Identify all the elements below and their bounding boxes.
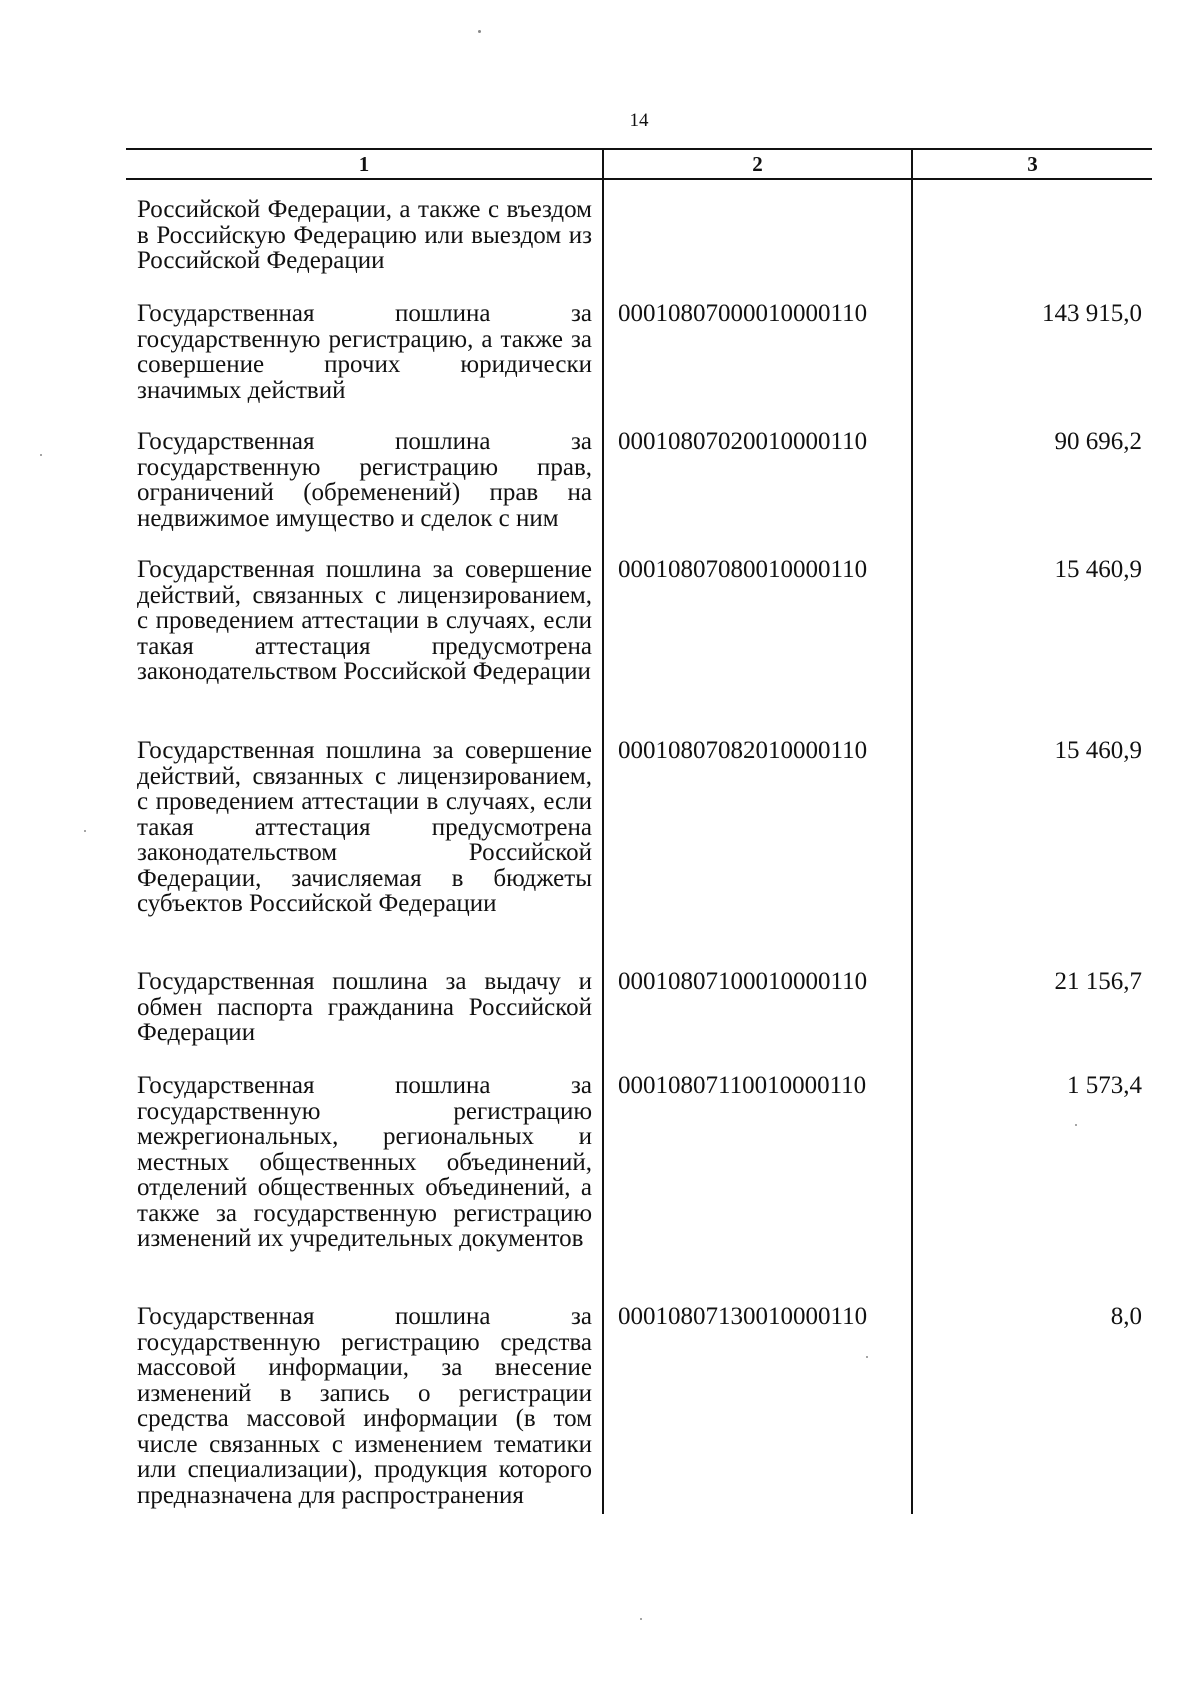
row-code: 00010807130010000110 [618, 1303, 868, 1330]
table-header-rule [126, 178, 1152, 180]
scan-speck [478, 30, 481, 33]
row-description: Государственная пошлина за государственную регистрацию средства массовой информации, за внесение изменений в запись о регистрации средства массовой информации (в том числе связанных с изменением тематики или специализации), продукция которого предназначена для распространения [137, 1303, 592, 1509]
row-description: Государственная пошлина за государственную регистрацию прав, ограничений (обременений) прав на недвижимое имущество и сделок с ним [137, 428, 592, 532]
row-amount: 8,0 [1110, 1303, 1142, 1330]
column-header-3: 3 [1027, 152, 1038, 176]
scan-speck [1075, 1124, 1077, 1126]
scan-speck [84, 830, 86, 832]
row-code: 00010807000010000110 [618, 300, 868, 327]
row-description: Государственная пошлина за совершение действий, связанных с лицензированием, с проведением аттестации в случаях, если такая аттестация предусмотрена законодательством Российской Федерации, зачисляемая в бюджеты субъектов Российской Федерации [137, 737, 592, 917]
row-code: 00010807080010000110 [618, 556, 868, 583]
row-code: 00010807100010000110 [618, 968, 868, 995]
row-amount: 1 573,4 [1067, 1072, 1142, 1099]
column-header-2: 2 [752, 152, 763, 176]
column-divider-1 [602, 148, 604, 1514]
row-amount: 90 696,2 [1054, 428, 1142, 455]
row-description: Государственная пошлина за государственную регистрацию, а также за совершение прочих юридически значимых действий [137, 300, 592, 404]
table-top-rule [126, 148, 1152, 150]
row-description: Государственная пошлина за совершение действий, связанных с лицензированием, с проведением аттестации в случаях, если такая аттестация предусмотрена законодательством Российской Федерации [137, 556, 592, 685]
row-description: Российской Федерации, а также с въездом в Российскую Федерацию или выездом из Российской Федерации [137, 196, 592, 274]
row-code: 00010807110010000110 [618, 1072, 867, 1099]
row-amount: 21 156,7 [1054, 968, 1142, 995]
scan-speck [40, 454, 42, 456]
page-number: 14 [629, 110, 649, 131]
row-amount: 15 460,9 [1054, 737, 1142, 764]
column-divider-2 [911, 148, 913, 1514]
scan-speck [866, 1356, 868, 1358]
row-description: Государственная пошлина за государственную регистрацию межрегиональных, региональных и местных общественных объединений, отделений общественных объединений, а также за государственную регистрацию изменений их учредительных документов [137, 1072, 592, 1252]
row-amount: 15 460,9 [1054, 556, 1142, 583]
scan-speck [640, 1618, 642, 1620]
row-code: 00010807082010000110 [618, 737, 868, 764]
row-description: Государственная пошлина за выдачу и обмен паспорта гражданина Российской Федерации [137, 968, 592, 1046]
row-amount: 143 915,0 [1042, 300, 1142, 327]
column-header-1: 1 [358, 152, 370, 176]
row-code: 00010807020010000110 [618, 428, 868, 455]
